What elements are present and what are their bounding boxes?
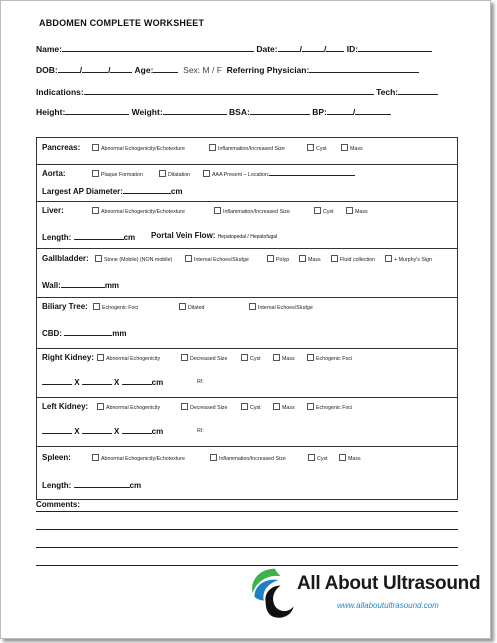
ultrasound-logo-icon — [247, 563, 303, 623]
name-label: Name: — [36, 44, 62, 54]
checkbox-icon[interactable] — [273, 403, 280, 410]
worksheet-title: ABDOMEN COMPLETE WORKSHEET — [39, 18, 205, 28]
right-kidney-option[interactable]: Abnormal Echogenicity — [97, 354, 160, 362]
left-kidney-label: Left Kidney: — [42, 402, 89, 411]
spleen-option[interactable]: Inflammation/Increased Size — [210, 454, 286, 462]
height-field[interactable] — [65, 106, 129, 115]
indications-label: Indications: — [36, 87, 84, 97]
section-left-kidney — [37, 398, 457, 447]
indications-field[interactable] — [84, 86, 374, 95]
checkbox-icon[interactable] — [210, 454, 217, 461]
pancreas-option[interactable]: Abnormal Echogenicity/Echotexture — [92, 144, 185, 152]
right-kidney-ri: RI: — [197, 379, 204, 385]
comments-label: Comments: — [36, 500, 81, 509]
right-kidney-option[interactable]: Echogenic Foci — [307, 354, 352, 362]
checkbox-icon[interactable] — [181, 403, 188, 410]
checkbox-icon[interactable] — [185, 255, 192, 262]
spleen-length-field[interactable] — [74, 479, 130, 488]
bp-systolic-field[interactable] — [327, 106, 353, 115]
left-kidney-option[interactable]: Echogenic Foci — [307, 403, 352, 411]
tech-label: Tech: — [376, 87, 399, 97]
checkbox-icon[interactable] — [95, 255, 102, 262]
aorta-label: Aorta: — [42, 169, 66, 178]
spleen-option[interactable]: Mass — [339, 454, 361, 462]
liver-option[interactable]: Mass — [346, 207, 368, 215]
weight-label: Weight: — [131, 107, 163, 117]
checkbox-icon[interactable] — [209, 144, 216, 151]
checkbox-icon[interactable] — [92, 207, 99, 214]
right-kidney-height-field[interactable] — [122, 376, 152, 385]
checkbox-icon[interactable] — [241, 403, 248, 410]
height-label: Height: — [36, 107, 66, 117]
id-label: ID: — [346, 44, 359, 54]
checkbox-icon[interactable] — [214, 207, 221, 214]
aorta-option[interactable]: Plaque Formation — [92, 170, 143, 178]
row-dob-age-sex: DOB: / / Age: Sex: M / F Referring Physician: — [36, 64, 419, 75]
aorta-option[interactable]: AAA Present – Location: — [203, 170, 355, 178]
gallbladder-option[interactable]: Mass — [299, 255, 321, 263]
findings-table — [36, 137, 458, 500]
checkbox-icon[interactable] — [92, 170, 99, 177]
date-month-field[interactable] — [278, 43, 300, 52]
dob-day-field[interactable] — [82, 64, 108, 73]
left-kidney-option[interactable]: Mass — [273, 403, 295, 411]
checkbox-icon[interactable] — [241, 354, 248, 361]
row-name-date-id: Name: Date: / / ID: — [36, 43, 432, 54]
bsa-field[interactable] — [250, 106, 310, 115]
liver-option[interactable]: Inflammation/Increased Size — [214, 207, 290, 215]
gallbladder-option[interactable]: Stone (Mobile) (NON mobile) — [95, 255, 172, 263]
date-day-field[interactable] — [302, 43, 324, 52]
checkbox-icon[interactable] — [307, 144, 314, 151]
weight-field[interactable] — [163, 106, 227, 115]
left-kidney-height-field[interactable] — [122, 425, 152, 434]
left-kidney-option[interactable]: Abnormal Echogenicity — [97, 403, 160, 411]
left-kidney-option[interactable]: Cyst — [241, 403, 261, 411]
checkbox-icon[interactable] — [267, 255, 274, 262]
age-label: Age: — [134, 65, 154, 75]
referring-field[interactable] — [309, 64, 419, 73]
row-indications-tech — [36, 86, 438, 97]
checkbox-icon[interactable] — [314, 207, 321, 214]
pancreas-option[interactable]: Inflammation/Increased Size — [209, 144, 285, 152]
dob-year-field[interactable] — [110, 64, 132, 73]
id-field[interactable] — [358, 43, 432, 52]
checkbox-icon[interactable] — [341, 144, 348, 151]
name-field[interactable] — [62, 43, 254, 52]
left-kidney-dimensions: X X cm — [42, 425, 163, 436]
comments-line[interactable] — [36, 511, 458, 512]
biliary-label: Biliary Tree: — [42, 302, 88, 311]
bp-label: BP: — [312, 107, 327, 117]
biliary-option[interactable]: Echogenic Foci — [93, 303, 138, 311]
comments-line[interactable] — [36, 529, 458, 530]
right-kidney-option[interactable]: Mass — [273, 354, 295, 362]
brand-name: All About Ultrasound — [297, 573, 481, 594]
checkbox-icon[interactable] — [97, 354, 104, 361]
liver-option[interactable]: Cyst — [314, 207, 334, 215]
left-kidney-width-field[interactable] — [82, 425, 112, 434]
cbd-field[interactable] — [64, 327, 112, 336]
section-biliary-tree — [37, 298, 457, 349]
spleen-label: Spleen: — [42, 453, 71, 462]
checkbox-icon[interactable] — [307, 354, 314, 361]
checkbox-icon[interactable] — [385, 255, 392, 262]
left-kidney-length-field[interactable] — [42, 425, 72, 434]
sex-label: Sex: — [183, 65, 201, 75]
checkbox-icon[interactable] — [93, 303, 100, 310]
age-field[interactable] — [153, 64, 178, 73]
bp-diastolic-field[interactable] — [355, 106, 391, 115]
aaa-location-field[interactable] — [269, 170, 355, 176]
checkbox-icon[interactable] — [307, 403, 314, 410]
sex-options[interactable]: M / F — [202, 65, 222, 75]
gallbladder-label: Gallbladder: — [42, 254, 89, 263]
liver-length-field[interactable] — [74, 231, 124, 240]
referring-label: Referring Physician: — [226, 65, 310, 75]
cbd-measurement: CBD: mm — [42, 329, 127, 338]
dob-month-field[interactable] — [58, 64, 80, 73]
gallbladder-wall-field[interactable] — [61, 279, 105, 288]
liver-label: Liver: — [42, 206, 64, 215]
comments-line[interactable] — [36, 547, 458, 548]
gallbladder-option[interactable]: Polyp — [267, 255, 289, 263]
pancreas-label: Pancreas: — [42, 143, 81, 152]
right-kidney-length-field[interactable] — [42, 376, 72, 385]
brand-url[interactable]: www.allaboutultrasound.com — [337, 601, 439, 610]
gallbladder-wall: Wall: mm — [42, 281, 120, 290]
section-spleen — [37, 447, 457, 499]
section-gallbladder — [37, 249, 457, 298]
checkbox-icon[interactable] — [181, 354, 188, 361]
dob-label: DOB: — [36, 65, 58, 75]
right-kidney-width-field[interactable] — [82, 376, 112, 385]
checkbox-icon[interactable] — [299, 255, 306, 262]
aorta-diameter: Largest AP Diameter: cm — [42, 187, 183, 196]
checkbox-icon[interactable] — [179, 303, 186, 310]
spleen-length: Length: cm — [42, 481, 142, 490]
right-kidney-option[interactable]: Decreased Size — [181, 354, 227, 362]
checkbox-icon[interactable] — [346, 207, 353, 214]
left-kidney-ri: RI: — [197, 428, 204, 434]
liver-option[interactable]: Abnormal Echogenicity/Echotexture — [92, 207, 185, 215]
section-pancreas — [37, 138, 457, 165]
checkbox-icon[interactable] — [331, 255, 338, 262]
liver-length: Length: cm — [42, 233, 136, 242]
spleen-option[interactable]: Cyst — [308, 454, 328, 462]
checkbox-icon[interactable] — [339, 454, 346, 461]
checkbox-icon[interactable] — [203, 170, 210, 177]
left-kidney-option[interactable]: Decreased Size — [181, 403, 227, 411]
biliary-option[interactable]: Dilated — [179, 303, 205, 311]
portal-vein-flow: Portal Vein Flow: Hepatopedal / Hepatofugal — [151, 231, 278, 240]
row-vitals: Height: Weight: BSA: BP: / — [36, 106, 391, 117]
checkbox-icon[interactable] — [273, 354, 280, 361]
checkbox-icon[interactable] — [308, 454, 315, 461]
right-kidney-dimensions: X X cm — [42, 376, 163, 387]
pancreas-option[interactable]: Cyst — [307, 144, 327, 152]
right-kidney-label: Right Kidney: — [42, 353, 94, 362]
tech-field[interactable] — [398, 86, 438, 95]
pancreas-option[interactable]: Mass — [341, 144, 363, 152]
section-right-kidney — [37, 349, 457, 398]
spleen-option[interactable]: Abnormal Echogenicity/Echotexture — [92, 454, 185, 462]
section-aorta — [37, 165, 457, 202]
checkbox-icon[interactable] — [92, 454, 99, 461]
checkbox-icon[interactable] — [92, 144, 99, 151]
aorta-option[interactable]: Dilatation — [159, 170, 190, 178]
section-liver — [37, 202, 457, 249]
date-label: Date: — [256, 44, 278, 54]
checkbox-icon[interactable] — [97, 403, 104, 410]
bsa-label: BSA: — [229, 107, 250, 117]
gallbladder-option[interactable]: Internal Echoes/Sludge — [185, 255, 249, 263]
aorta-diameter-field[interactable] — [123, 185, 171, 194]
date-year-field[interactable] — [326, 43, 344, 52]
gallbladder-option[interactable]: Fluid collection — [331, 255, 375, 263]
biliary-option[interactable]: Internal Echoes/Sludge — [249, 303, 313, 311]
right-kidney-option[interactable]: Cyst — [241, 354, 261, 362]
portal-vein-options[interactable]: Hepatopedal / Hepatofugal — [217, 234, 278, 240]
checkbox-icon[interactable] — [249, 303, 256, 310]
checkbox-icon[interactable] — [159, 170, 166, 177]
gallbladder-option[interactable]: + Murphy's Sign — [385, 255, 432, 263]
